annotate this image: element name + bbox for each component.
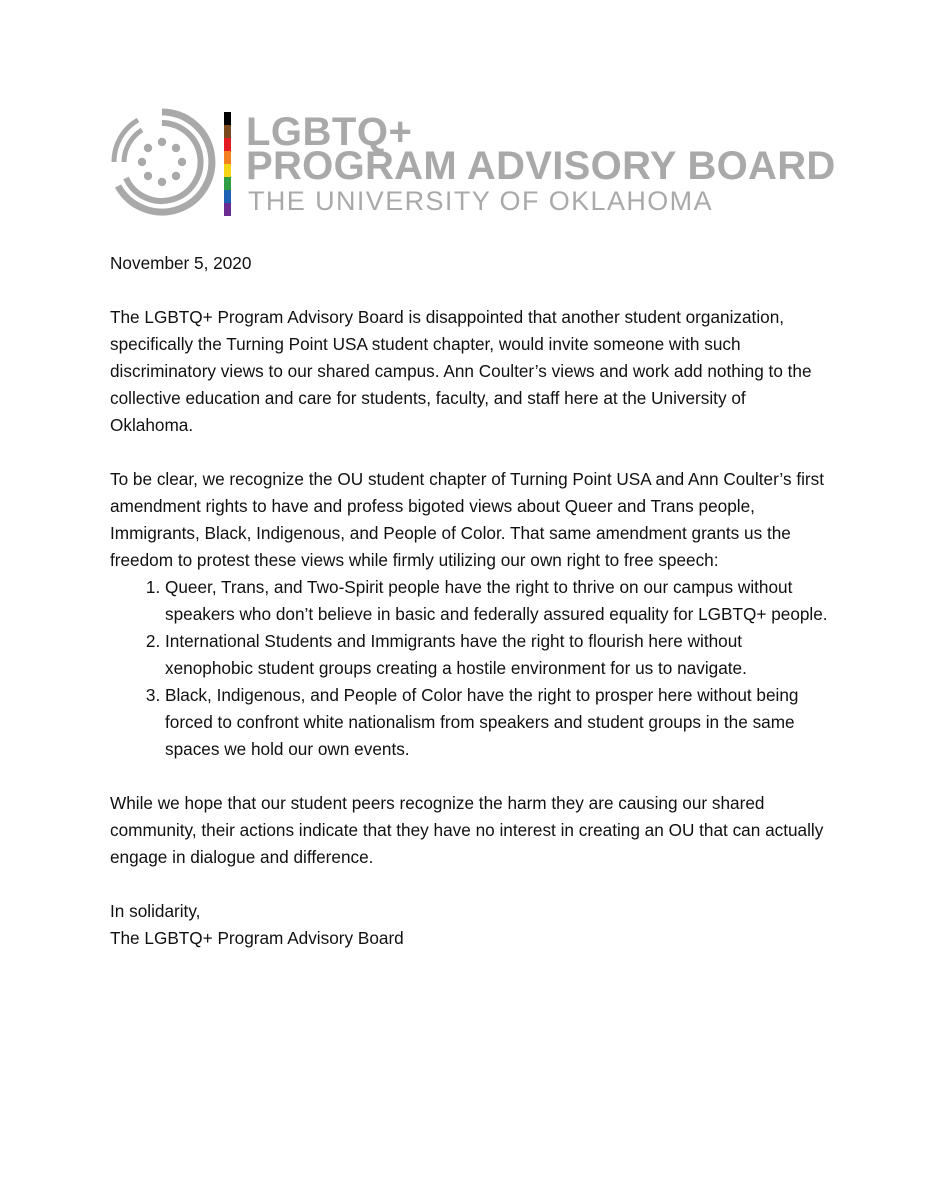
org-name-line-1: LGBTQ+: [246, 110, 413, 154]
rights-list: [110, 574, 830, 763]
rainbow-stripe-segment: [224, 138, 231, 151]
list-item: 3. Black, Indigenous, and People of Color have the right to prosper here without being forced to confront white nationalism from speakers and student groups in the same spaces we hold our own events.: [165, 682, 830, 763]
letterhead: [108, 108, 836, 218]
rainbow-stripe-segment: [224, 203, 231, 216]
letter-date: November 5, 2020: [110, 253, 252, 273]
circular-dots-logo-icon: [108, 108, 216, 216]
org-name-line-2: PROGRAM ADVISORY BOARD: [246, 144, 836, 188]
rainbow-stripe-segment: [224, 125, 231, 138]
letter-closing: [110, 898, 830, 952]
rainbow-stripe: [224, 112, 231, 216]
rainbow-stripe-segment: [224, 190, 231, 203]
paragraph-1: The LGBTQ+ Program Advisory Board is disappointed that another student organization, specifically the Turning Point USA student chapter, would invite someone with such discriminatory views to our shared campus. Ann Coulter’s views and work add nothing to the collective education and care for students, faculty, and staff here at the University of Oklahoma.: [110, 307, 812, 435]
paragraph-2: To be clear, we recognize the OU student chapter of Turning Point USA and Ann Coulter’s first amendment rights to have and profess bigoted views about Queer and Trans people, Immigrants, Black, Indigenous, and People of Color. That same amendment grants us the freedom to protest these views while firmly utilizing our own right to free speech:: [110, 469, 824, 570]
rainbow-stripe-segment: [224, 151, 231, 164]
letter-body: [110, 250, 830, 952]
closing-salutation: In solidarity,: [110, 901, 201, 921]
rainbow-stripe-segment: [224, 112, 231, 125]
list-item: 2. International Students and Immigrants have the right to flourish here without xenophobic student groups creating a hostile environment for us to navigate.: [165, 628, 830, 682]
signature: The LGBTQ+ Program Advisory Board: [110, 928, 404, 948]
rainbow-stripe-segment: [224, 164, 231, 177]
paragraph-3: While we hope that our student peers recognize the harm they are causing our shared community, their actions indicate that they have no interest in creating an OU that can actually engage in dialogue and difference.: [110, 793, 824, 867]
rainbow-stripe-segment: [224, 177, 231, 190]
list-item: 1. Queer, Trans, and Two-Spirit people have the right to thrive on our campus without speakers who don’t believe in basic and federally assured equality for LGBTQ+ people.: [165, 574, 830, 628]
university-name: THE UNIVERSITY OF OKLAHOMA: [248, 186, 713, 216]
